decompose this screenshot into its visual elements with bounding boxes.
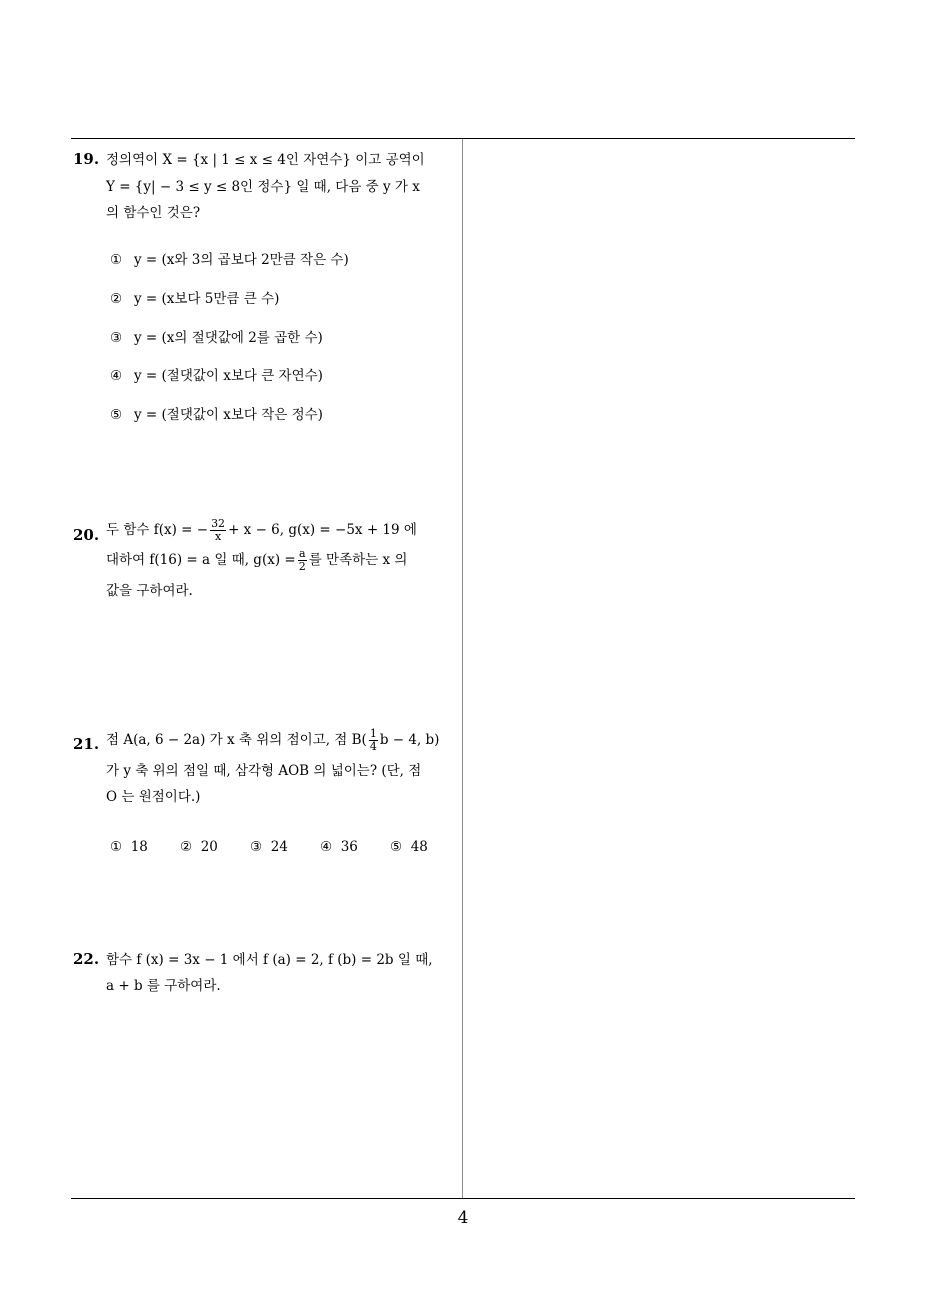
choice-number: ② <box>110 291 123 307</box>
choice-number: ⑤ <box>110 407 123 423</box>
bottom-rule <box>71 1198 855 1199</box>
answer-choice-1[interactable] <box>110 839 180 855</box>
question-text-line: 가 y 축 위의 점일 때, 삼각형 AOB 의 넓이는? (단, 점 <box>106 763 422 779</box>
question-text-line: O 는 원점이다.) <box>106 789 201 805</box>
choice-3[interactable] <box>110 330 323 346</box>
question-text-line: a + b 를 구하여라. <box>106 978 221 994</box>
question-number: 21. <box>73 735 100 753</box>
fraction <box>210 518 226 543</box>
text-fragment: 대하여 f(16) = a 일 때, g(x) = <box>106 552 296 568</box>
text-fragment: 를 만족하는 x 의 <box>308 552 408 568</box>
choice-number: ④ <box>320 839 333 855</box>
choice-value: 36 <box>340 839 358 855</box>
answer-choice-4[interactable] <box>320 839 390 855</box>
question-text-line: 정의역이 X = {x | 1 ≤ x ≤ 4인 자연수} 이고 공역이 <box>106 152 425 168</box>
choice-number: ③ <box>110 330 123 346</box>
choice-value: 18 <box>130 839 148 855</box>
fraction <box>298 548 307 573</box>
text-fragment: 점 A(a, 6 − 2a) 가 x 축 위의 점이고, 점 B( <box>106 732 367 748</box>
answer-choice-2[interactable] <box>180 839 250 855</box>
choice-text: y = (절댓값이 x보다 큰 자연수) <box>134 368 323 384</box>
question-text-line <box>106 728 439 753</box>
question-text-line <box>106 548 407 573</box>
fraction-numerator: 1 <box>369 727 377 740</box>
choice-value: 24 <box>270 839 288 855</box>
choice-value: 48 <box>410 839 428 855</box>
question-text-line: 의 함수인 것은? <box>106 205 201 221</box>
choice-5[interactable] <box>110 407 323 423</box>
column-divider <box>462 139 463 1199</box>
choice-number: ① <box>110 252 123 268</box>
text-fragment: 두 함수 f(x) = − <box>106 522 209 538</box>
fraction-denominator: x <box>214 530 222 543</box>
choice-1[interactable] <box>110 252 349 268</box>
question-text-line: Y = {y| − 3 ≤ y ≤ 8인 정수} 일 때, 다음 중 y 가 x <box>106 179 420 195</box>
choice-4[interactable] <box>110 368 323 384</box>
choice-value: 20 <box>200 839 218 855</box>
choice-text: y = (x와 3의 곱보다 2만큼 작은 수) <box>134 252 349 268</box>
choice-number: ⑤ <box>390 839 403 855</box>
question-text-line: 값을 구하여라. <box>106 583 193 599</box>
choice-number: ① <box>110 839 123 855</box>
fraction-numerator: a <box>298 547 306 560</box>
question-number: 22. <box>73 950 100 968</box>
answer-choice-3[interactable] <box>250 839 320 855</box>
text-fragment: + x − 6, g(x) = −5x + 19 에 <box>228 522 417 538</box>
question-number: 19. <box>73 150 100 168</box>
choice-text: y = (x보다 5만큼 큰 수) <box>134 291 280 307</box>
choice-text: y = (x의 절댓값에 2를 곱한 수) <box>134 330 323 346</box>
page-number: 4 <box>457 1208 469 1228</box>
choice-text: y = (절댓값이 x보다 작은 정수) <box>134 407 323 423</box>
choice-number: ④ <box>110 368 123 384</box>
question-number: 20. <box>73 526 100 544</box>
fraction-numerator: 32 <box>211 517 226 530</box>
answer-choices <box>110 839 460 855</box>
choice-number: ③ <box>250 839 263 855</box>
text-fragment: b − 4, b) <box>379 732 440 748</box>
question-text-line: 함수 f (x) = 3x − 1 에서 f (a) = 2, f (b) = 2b 일 때, <box>106 952 433 968</box>
answer-choice-5[interactable] <box>390 839 460 855</box>
choice-2[interactable] <box>110 291 279 307</box>
choice-number: ② <box>180 839 193 855</box>
fraction-denominator: 4 <box>369 740 377 753</box>
fraction <box>369 728 378 753</box>
fraction-denominator: 2 <box>298 560 306 573</box>
top-rule <box>71 138 855 139</box>
question-text-line <box>106 518 417 543</box>
